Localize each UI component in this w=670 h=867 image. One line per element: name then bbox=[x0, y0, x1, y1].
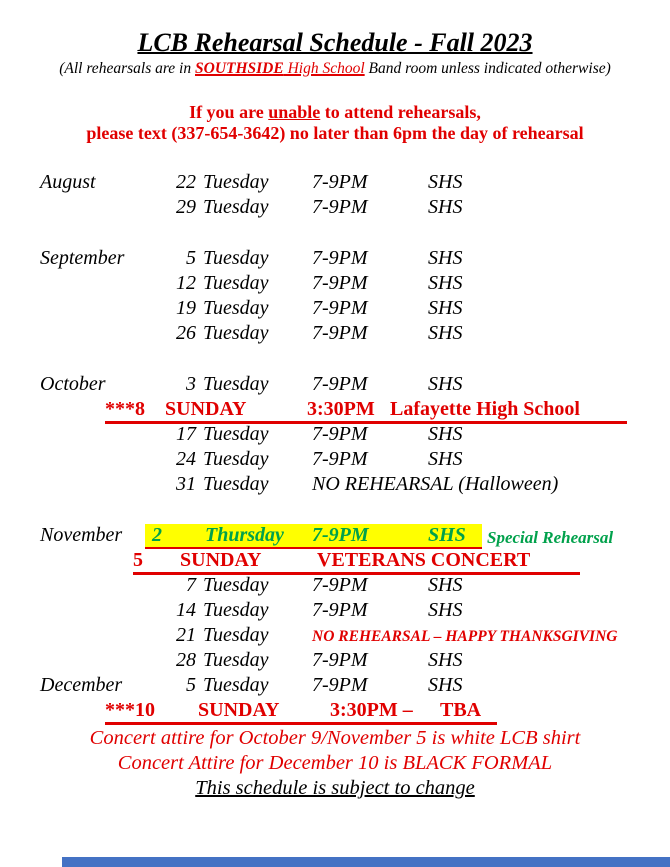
section-gap bbox=[40, 221, 670, 247]
weekday-cell: Tuesday bbox=[203, 373, 269, 395]
time-cell: 7-9PM bbox=[312, 574, 368, 596]
subtitle-school-name: SOUTHSIDE bbox=[195, 60, 284, 77]
location-cell: SHS bbox=[428, 322, 463, 344]
table-row-sep-26 bbox=[40, 322, 670, 347]
veterans-concert-row bbox=[133, 549, 580, 575]
day-cell: ***10 bbox=[105, 699, 155, 721]
location-cell: Lafayette High School bbox=[390, 398, 580, 420]
attire-note-december: Concert Attire for December 10 is BLACK FORMAL bbox=[117, 752, 553, 774]
time-cell: 7-9PM bbox=[312, 373, 368, 395]
day-cell: 2 bbox=[152, 524, 162, 546]
weekday-cell: Tuesday bbox=[203, 649, 269, 671]
table-row-nov-21 bbox=[40, 624, 670, 649]
table-row-nov-5-concert bbox=[40, 549, 670, 574]
table-row-oct-17 bbox=[40, 423, 670, 448]
section-gap bbox=[40, 347, 670, 373]
location-cell: SHS bbox=[428, 599, 463, 621]
weekday-cell: Tuesday bbox=[203, 473, 269, 495]
absence-notice-line1 bbox=[0, 102, 670, 123]
day-cell: 5 bbox=[186, 674, 196, 696]
table-row-sep-19 bbox=[40, 297, 670, 322]
day-cell: 28 bbox=[176, 649, 196, 671]
subtitle-suffix: Band room unless indicated otherwise) bbox=[364, 60, 611, 77]
page-title-text: LCB Rehearsal Schedule - Fall 2023 bbox=[137, 28, 533, 57]
month-label: September bbox=[40, 247, 125, 269]
time-cell: 7-9PM bbox=[312, 322, 368, 344]
weekday-cell: Tuesday bbox=[203, 574, 269, 596]
table-row-aug-29 bbox=[40, 196, 670, 221]
table-row-dec-10-concert bbox=[40, 699, 670, 724]
notice-prefix: If you are bbox=[189, 102, 269, 122]
highlighted-rehearsal-row bbox=[145, 524, 482, 549]
table-row-oct-3 bbox=[40, 373, 670, 398]
weekday-cell: Tuesday bbox=[203, 297, 269, 319]
day-cell: 26 bbox=[176, 322, 196, 344]
month-label: December bbox=[40, 674, 123, 696]
month-label: August bbox=[40, 171, 96, 193]
weekday-cell: Tuesday bbox=[203, 423, 269, 445]
day-cell: 29 bbox=[176, 196, 196, 218]
table-row-oct-31 bbox=[40, 473, 670, 498]
location-cell: SHS bbox=[428, 196, 463, 218]
weekday-cell: SUNDAY bbox=[165, 398, 247, 420]
time-cell: 7-9PM bbox=[312, 599, 368, 621]
day-cell: 24 bbox=[176, 448, 196, 470]
weekday-cell: Tuesday bbox=[203, 624, 269, 646]
location-cell: SHS bbox=[428, 297, 463, 319]
day-cell: 17 bbox=[176, 423, 196, 445]
location-cell: SHS bbox=[428, 448, 463, 470]
weekday-cell: Tuesday bbox=[203, 247, 269, 269]
subtitle bbox=[0, 59, 670, 79]
subject-to-change-note bbox=[0, 776, 670, 801]
time-cell: 7-9PM bbox=[312, 171, 368, 193]
day-cell: 5 bbox=[133, 549, 143, 571]
table-row-sep-5 bbox=[40, 247, 670, 272]
concert-row-dec10 bbox=[105, 699, 497, 725]
location-cell: TBA bbox=[440, 699, 482, 721]
day-cell: 5 bbox=[186, 247, 196, 269]
page-title bbox=[0, 0, 670, 58]
time-cell: 7-9PM bbox=[312, 297, 368, 319]
thanksgiving-note: NO REHEARSAL – HAPPY THANKSGIVING bbox=[312, 628, 618, 645]
day-cell: 14 bbox=[176, 599, 196, 621]
weekday-cell: Tuesday bbox=[203, 272, 269, 294]
table-row-nov-28 bbox=[40, 649, 670, 674]
table-row-nov-2-special bbox=[40, 524, 670, 549]
schedule-table bbox=[40, 171, 670, 724]
weekday-cell: Tuesday bbox=[203, 196, 269, 218]
weekday-cell: Tuesday bbox=[203, 322, 269, 344]
table-row-oct-24 bbox=[40, 448, 670, 473]
table-row-aug-22 bbox=[40, 171, 670, 196]
table-row-sep-12 bbox=[40, 272, 670, 297]
day-cell: 31 bbox=[176, 473, 196, 495]
notice-suffix: to attend rehearsals, bbox=[320, 102, 481, 122]
time-cell: 7-9PM bbox=[312, 524, 369, 546]
concert-row-oct8 bbox=[105, 398, 627, 424]
time-cell: 7-9PM bbox=[312, 448, 368, 470]
weekday-cell: Tuesday bbox=[203, 171, 269, 193]
subject-to-change-text: This schedule is subject to change bbox=[195, 777, 475, 799]
weekday-cell: Tuesday bbox=[203, 674, 269, 696]
day-cell: 21 bbox=[176, 624, 196, 646]
day-cell: 3 bbox=[186, 373, 196, 395]
absence-notice bbox=[0, 102, 670, 144]
special-rehearsal-tag: Special Rehearsal bbox=[487, 528, 614, 547]
time-cell: 7-9PM bbox=[312, 196, 368, 218]
table-row-nov-14 bbox=[40, 599, 670, 624]
table-row-oct-8-concert bbox=[40, 398, 670, 423]
day-cell: 19 bbox=[176, 297, 196, 319]
time-cell: 7-9PM bbox=[312, 272, 368, 294]
location-cell: SHS bbox=[428, 423, 463, 445]
location-cell: SHS bbox=[428, 649, 463, 671]
absence-notice-line2: please text (337-654-3642) no later than 6pm the day of rehearsal bbox=[86, 123, 584, 143]
event-cell: VETERANS CONCERT bbox=[317, 549, 531, 571]
location-cell: SHS bbox=[428, 574, 463, 596]
location-cell: SHS bbox=[428, 674, 463, 696]
location-cell: SHS bbox=[428, 171, 463, 193]
table-row-dec-5 bbox=[40, 674, 670, 699]
location-cell: SHS bbox=[428, 272, 463, 294]
footer-notes bbox=[0, 726, 670, 801]
month-label: October bbox=[40, 373, 106, 395]
attire-note-october-november: Concert attire for October 9/November 5 is white LCB shirt bbox=[89, 727, 581, 749]
time-cell: 7-9PM bbox=[312, 247, 368, 269]
location-cell: SHS bbox=[428, 373, 463, 395]
time-cell: 7-9PM bbox=[312, 649, 368, 671]
weekday-cell: Tuesday bbox=[203, 599, 269, 621]
bottom-blue-bar bbox=[62, 857, 670, 867]
no-rehearsal-note: NO REHEARSAL (Halloween) bbox=[312, 473, 559, 495]
weekday-cell: SUNDAY bbox=[198, 699, 280, 721]
subtitle-prefix: (All rehearsals are in bbox=[59, 60, 195, 77]
month-label: November bbox=[40, 524, 123, 546]
day-cell: 7 bbox=[186, 574, 196, 596]
location-cell: SHS bbox=[428, 524, 466, 546]
day-cell: ***8 bbox=[105, 398, 145, 420]
day-cell: 12 bbox=[176, 272, 196, 294]
time-cell: 3:30PM – bbox=[330, 699, 413, 721]
weekday-cell: Thursday bbox=[205, 524, 284, 546]
location-cell: SHS bbox=[428, 247, 463, 269]
time-cell: 7-9PM bbox=[312, 423, 368, 445]
weekday-cell: SUNDAY bbox=[180, 549, 262, 571]
section-gap bbox=[40, 498, 670, 524]
time-cell: 7-9PM bbox=[312, 674, 368, 696]
weekday-cell: Tuesday bbox=[203, 448, 269, 470]
day-cell: 22 bbox=[176, 171, 196, 193]
subtitle-school-rest: High School bbox=[283, 60, 365, 77]
notice-unable-word: unable bbox=[268, 102, 321, 122]
time-cell: 3:30PM bbox=[307, 398, 375, 420]
table-row-nov-7 bbox=[40, 574, 670, 599]
